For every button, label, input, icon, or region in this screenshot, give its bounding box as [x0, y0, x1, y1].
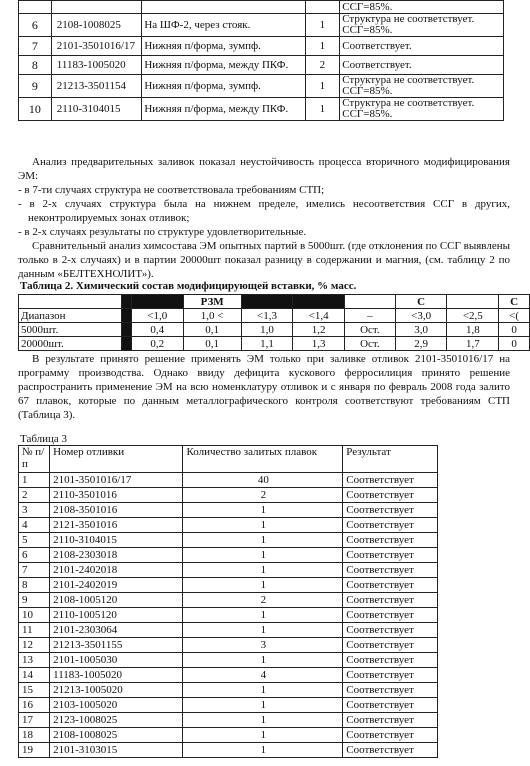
table-cell: Соответствует	[343, 473, 438, 488]
table-cell: 2101-3501016/17	[51, 37, 142, 56]
table-cell: 19	[19, 743, 50, 758]
table-cell: 10	[19, 98, 52, 121]
table-cell: 3,0	[395, 323, 447, 337]
header-cell: Количество залитых плавок	[183, 446, 343, 473]
table-cell: 2	[19, 488, 50, 503]
table-cell: 0,4	[131, 323, 183, 337]
table-cell: Соответствует.	[340, 37, 504, 56]
results-table-1-body	[19, 1, 504, 121]
table-cell: 2101-3103015	[50, 743, 183, 758]
table-row	[19, 1, 504, 14]
table-cell: 2108-1008025	[50, 728, 183, 743]
header-cell: C	[499, 295, 530, 309]
table-cell: 13	[19, 653, 50, 668]
table-cell: 0,2	[131, 337, 183, 351]
header-cell	[19, 295, 122, 309]
table-cell	[305, 1, 340, 14]
chemical-table	[18, 294, 530, 351]
table-row	[19, 75, 504, 98]
table-cell: 0,1	[183, 323, 241, 337]
table-cell	[121, 337, 131, 351]
table-cell: 11	[19, 623, 50, 638]
table-row	[19, 56, 504, 75]
table-cell: 1	[183, 683, 343, 698]
table-cell: 1	[183, 623, 343, 638]
table-cell: На ШФ-2, через стояк.	[142, 14, 305, 37]
table-cell: Соответствует	[343, 713, 438, 728]
table-cell: 6	[19, 548, 50, 563]
table-cell: 7	[19, 37, 52, 56]
table-cell: 1	[305, 14, 340, 37]
table-header-row	[19, 295, 530, 309]
table-cell: Соответствует	[343, 503, 438, 518]
table-cell: Ост.	[344, 323, 395, 337]
table-cell: 1	[305, 98, 340, 121]
table-cell: 3	[19, 503, 50, 518]
table-cell: 3	[183, 638, 343, 653]
table-row	[19, 548, 438, 563]
table-row	[19, 14, 504, 37]
table-cell: 7	[19, 563, 50, 578]
table-cell: 2110-3104015	[51, 98, 142, 121]
table-cell: 17	[19, 713, 50, 728]
table-cell: 21213-3501155	[50, 638, 183, 653]
table-row	[19, 728, 438, 743]
result-text: В результате принято решение применять ЭМ только при заливке отливок 2101-3501016/17 на программу производства. Однако ввиду дефицита кускового ферросилиция принято решение распространить применение ЭМ на всю номенклатуру отливок и с января по февраль 2008 года залито 67 плавок, которые по данным металлографического контроля соответствуют требованиям СТП (Таблица 3).	[18, 353, 510, 421]
header-cell	[344, 295, 395, 309]
table-cell: 1,1	[241, 337, 293, 351]
table-cell: 40	[183, 473, 343, 488]
table-cell: 2108-3501016	[50, 503, 183, 518]
table-row	[19, 623, 438, 638]
table-cell: 2108-2303018	[50, 548, 183, 563]
table-cell: Ост.	[344, 337, 395, 351]
header-cell: C	[395, 295, 447, 309]
table-row	[19, 683, 438, 698]
table-cell: 2123-1008025	[50, 713, 183, 728]
table-header-row	[19, 446, 438, 473]
table-row	[19, 473, 438, 488]
table-row	[19, 593, 438, 608]
table-cell: 1,8	[447, 323, 499, 337]
table-cell: 1	[305, 75, 340, 98]
table-cell: 15	[19, 683, 50, 698]
chemical-table-body	[19, 295, 530, 351]
table-cell: 2121-3501016	[50, 518, 183, 533]
bullet-text: в 7-ти случаях структура не соответствовала требованиям СТП;	[24, 184, 325, 196]
bullet-item: - в 7-ти случаях структура не соответствовала требованиям СТП;	[18, 184, 325, 196]
bullet-item: - в 2-х случаях результаты по структуре удовлетворительные.	[18, 226, 307, 238]
table-cell	[121, 309, 131, 323]
table-cell: 1	[183, 518, 343, 533]
table2-caption: Таблица 2. Химический состав модифицирующей вставки, % масс.	[20, 280, 357, 292]
table-cell: 21213-3501154	[51, 75, 142, 98]
header-cell	[131, 295, 183, 309]
table-cell: Соответствует	[343, 578, 438, 593]
castings-table-body	[19, 446, 438, 758]
table-cell: Соответствует	[343, 743, 438, 758]
table-row	[19, 563, 438, 578]
table-cell: 1,3	[293, 337, 345, 351]
table-cell: Диапазон	[19, 309, 122, 323]
table-cell: 4	[19, 518, 50, 533]
table-cell: Соответствует	[343, 593, 438, 608]
table-cell: Соответствует	[343, 608, 438, 623]
analysis-paragraph	[18, 155, 510, 183]
table-cell: 1,7	[447, 337, 499, 351]
table-cell: 2,9	[395, 337, 447, 351]
table-row	[19, 653, 438, 668]
table-cell: 1	[183, 698, 343, 713]
table-cell: Соответствует	[343, 683, 438, 698]
table-cell: 2110-3104015	[50, 533, 183, 548]
table-row	[19, 518, 438, 533]
table-cell: 4	[183, 668, 343, 683]
table-cell: 2101-2303064	[50, 623, 183, 638]
table-cell: 21213-1005020	[50, 683, 183, 698]
table-cell	[121, 323, 131, 337]
table-cell: 8	[19, 578, 50, 593]
table-row	[19, 503, 438, 518]
table-cell: 0	[499, 337, 530, 351]
table-cell: 1,2	[293, 323, 345, 337]
table-row	[19, 698, 438, 713]
table-cell: 20000шт.	[19, 337, 122, 351]
table-row	[19, 533, 438, 548]
table-row	[19, 37, 504, 56]
table-cell: Соответствует	[343, 518, 438, 533]
table-cell: 1,0 <	[183, 309, 241, 323]
table-cell: <1,3	[241, 309, 293, 323]
table-cell: Соответствует	[343, 698, 438, 713]
table-row	[19, 309, 530, 323]
table-cell: 1	[183, 503, 343, 518]
table-cell	[142, 1, 305, 14]
table-cell: –	[344, 309, 395, 323]
table-cell: 2108-1005120	[50, 593, 183, 608]
table-cell: Структура не соответствует. ССГ=85%.	[340, 14, 504, 37]
table-cell: 2101-3501016/17	[50, 473, 183, 488]
table-cell: 10	[19, 608, 50, 623]
table-cell: 5	[19, 533, 50, 548]
table-cell: Структура не соответствует. ССГ=85%.	[340, 75, 504, 98]
table-cell: Соответствует	[343, 728, 438, 743]
table-cell: 0	[499, 323, 530, 337]
table-cell: <1,4	[293, 309, 345, 323]
table-cell: Нижняя п/форма, между ПКФ.	[142, 56, 305, 75]
table-cell: <1,0	[131, 309, 183, 323]
table-cell: Нижняя п/форма, между ПКФ.	[142, 98, 305, 121]
table-cell: 1	[183, 728, 343, 743]
bullet-text: в 2-х случаях результаты по структуре удовлетворительные.	[24, 226, 307, 238]
table-cell: 9	[19, 75, 52, 98]
table-cell: ССГ=85%.	[340, 1, 504, 14]
results-table-1	[18, 0, 504, 121]
header-cell	[447, 295, 499, 309]
table-cell: 2110-1005120	[50, 608, 183, 623]
table-cell: 2	[305, 56, 340, 75]
header-cell	[121, 295, 131, 309]
table-cell: 2108-1008025	[51, 14, 142, 37]
bullet-text: в 2-х случаях структура была на нижнем пределе, имелись несоответствия ССГ в других, неконтролируемых зонах отливок;	[28, 198, 510, 224]
header-cell	[241, 295, 293, 309]
table-cell: Соответствует	[343, 533, 438, 548]
header-cell: Номер отливки	[50, 446, 183, 473]
table-cell	[51, 1, 142, 14]
table-cell: 2101-2402018	[50, 563, 183, 578]
header-cell: РЗМ	[183, 295, 241, 309]
result-paragraph	[18, 352, 510, 422]
header-cell: № п/п	[19, 446, 50, 473]
table-cell: 1	[19, 473, 50, 488]
table-cell: <2,5	[447, 309, 499, 323]
table-cell: 2110-3501016	[50, 488, 183, 503]
castings-table	[18, 445, 438, 758]
table-cell: 1,0	[241, 323, 293, 337]
table-cell: 1	[305, 37, 340, 56]
table-row	[19, 638, 438, 653]
table-cell: 16	[19, 698, 50, 713]
table-cell: Соответствует	[343, 623, 438, 638]
table-cell: 2103-1005020	[50, 698, 183, 713]
table-cell: 1	[183, 548, 343, 563]
table-cell: Соответствует	[343, 638, 438, 653]
table-cell: Структура не соответствует. ССГ=85%.	[340, 98, 504, 121]
table-row	[19, 668, 438, 683]
table-cell: 2101-1005030	[50, 653, 183, 668]
table-cell: 6	[19, 14, 52, 37]
table-row	[19, 323, 530, 337]
analysis-text: Анализ предварительных заливок показал неустойчивость процесса вторичного модифицирования ЭМ:	[18, 156, 510, 182]
table-cell: 0,1	[183, 337, 241, 351]
table-row	[19, 713, 438, 728]
table-cell: 1	[183, 713, 343, 728]
table-row	[19, 337, 530, 351]
table-cell: Соответствует	[343, 563, 438, 578]
table-cell: 11183-1005020	[50, 668, 183, 683]
table-cell: 1	[183, 578, 343, 593]
table-row	[19, 488, 438, 503]
table-cell: Соответствует.	[340, 56, 504, 75]
bullet-list	[18, 183, 510, 239]
table-row	[19, 743, 438, 758]
table-row	[19, 98, 504, 121]
table-cell: 1	[183, 608, 343, 623]
table-cell: 18	[19, 728, 50, 743]
table-cell: 2	[183, 488, 343, 503]
table-cell: Соответствует	[343, 653, 438, 668]
table-cell: 12	[19, 638, 50, 653]
table-cell: Нижняя п/форма, зумпф.	[142, 75, 305, 98]
comparison-text: Сравнительный анализ химсостава ЭМ опытных партий в 5000шт. (где отклонения по ССГ выявлены только в 2-х случаях) и в партии 20000шт показал разницу в содержании и магния, (см. таблицу 2 по данным «БЕЛТЕХНОЛИТ»).	[18, 240, 510, 280]
table-cell: 11183-1005020	[51, 56, 142, 75]
table-cell: 5000шт.	[19, 323, 122, 337]
bullet-item: - в 2-х случаях структура была на нижнем пределе, имелись несоответствия ССГ в других, неконтролируемых зонах отливок;	[18, 198, 510, 224]
table-cell: <(	[499, 309, 530, 323]
table-row	[19, 608, 438, 623]
table-cell: <3,0	[395, 309, 447, 323]
table-cell: 8	[19, 56, 52, 75]
table-cell: 14	[19, 668, 50, 683]
table-cell: 1	[183, 653, 343, 668]
table-cell: 1	[183, 533, 343, 548]
table-cell: 2101-2402019	[50, 578, 183, 593]
header-cell	[293, 295, 345, 309]
table-cell: 1	[183, 743, 343, 758]
header-cell: Результат	[343, 446, 438, 473]
table-cell: 9	[19, 593, 50, 608]
comparison-paragraph	[18, 239, 510, 281]
table-row	[19, 578, 438, 593]
table3-caption: Таблица 3	[20, 433, 68, 445]
table-cell: Соответствует	[343, 668, 438, 683]
table-cell: 1	[183, 563, 343, 578]
table-cell: Соответствует	[343, 548, 438, 563]
table-cell: Нижняя п/форма, зумпф.	[142, 37, 305, 56]
table-cell	[19, 1, 52, 14]
table-cell: 2	[183, 593, 343, 608]
table-cell: Соответствует	[343, 488, 438, 503]
